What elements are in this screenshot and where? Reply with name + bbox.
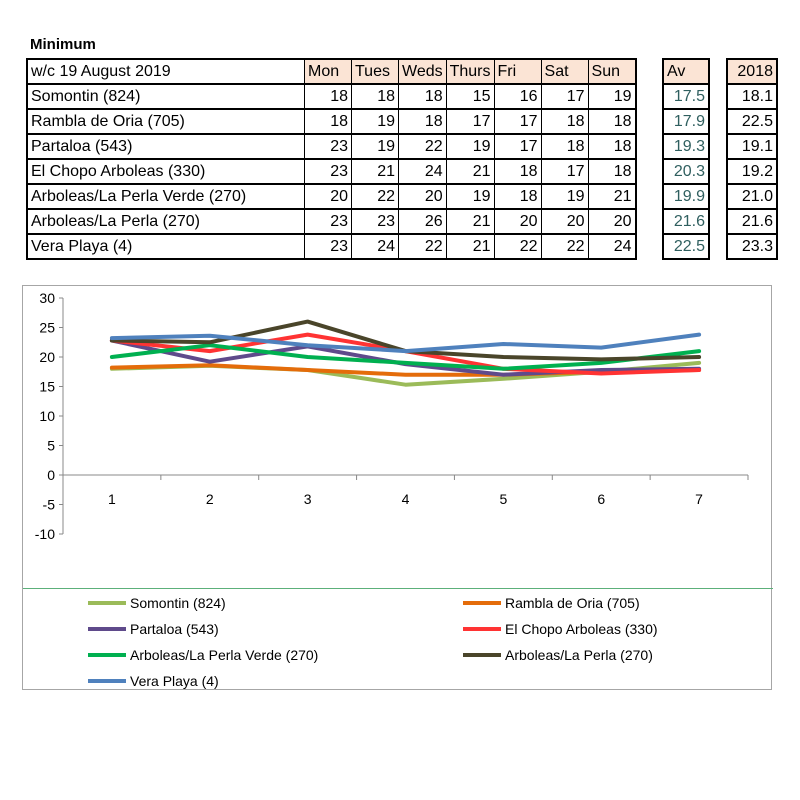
site-name: Arboleas/La Perla Verde (270) [27,184,305,209]
legend-swatch [463,653,501,657]
legend-item [463,621,658,637]
temp-cell: 19 [352,109,399,134]
av-row [663,234,709,259]
temp-cell: 19 [352,134,399,159]
page-title: Minimum [30,36,96,53]
y-tick-label: 10 [39,408,55,424]
day-header: Sat [541,59,588,84]
temp-cell: 20 [588,209,636,234]
legend-item [463,647,653,663]
temp-cell: 21 [352,159,399,184]
temp-cell: 22 [399,234,447,259]
temp-cell: 20 [399,184,447,209]
table-row [27,159,636,184]
legend-swatch [88,679,126,683]
week-label: w/c 19 August 2019 [27,59,305,84]
year-2018-value: 23.3 [741,237,773,255]
temp-cell: 22 [541,234,588,259]
av-value: 19.9 [663,184,709,209]
temp-cell: 22 [352,184,399,209]
y-tick-label: 5 [47,437,55,454]
legend-swatch [88,601,126,605]
temp-cell: 18 [588,159,636,184]
year-2018-value: 18.1 [727,84,777,109]
day-header: Mon [305,59,352,84]
av-value: 19.3 [663,134,709,159]
x-tick-label: 2 [205,491,214,507]
table-row [27,234,636,259]
y-tick-label: 0 [47,467,55,483]
day-header: Fri [494,59,541,84]
legend-label: Vera Playa (4) [130,673,219,689]
temp-cell: 18 [588,134,636,159]
av-row [663,159,709,184]
y-tick-label: 25 [39,319,55,336]
year-2018-row [727,159,777,184]
table-header-row [27,59,636,84]
temp-cell: 21 [446,159,494,184]
temp-cell: 18 [305,109,352,134]
year-2018-value: 21.0 [727,184,777,209]
site-name: Arboleas/La Perla (270) [27,209,305,234]
av-value: 17.5 [663,84,709,109]
temp-cell: 18 [399,109,447,134]
series-line [112,322,699,360]
av-value: 20.3 [663,159,709,184]
temp-cell: 23 [305,159,352,184]
temp-cell: 23 [305,209,352,234]
temp-cell: 23 [305,234,352,259]
temp-cell: 24 [588,234,636,259]
y-tick-label: 20 [39,349,55,365]
legend-label: Somontin (824) [130,595,226,611]
average-table [662,58,710,260]
site-name: Vera Playa (4) [31,237,133,255]
legend-label: Arboleas/La Perla Verde (270) [130,647,319,663]
year-2018-value: 21.6 [727,209,777,234]
year-2018-row [727,109,777,134]
legend-swatch [463,627,501,631]
site-name: Somontin (824) [27,84,305,109]
legend-item [88,621,219,637]
av-row [663,209,709,234]
temp-cell: 18 [588,109,636,134]
temp-cell: 21 [588,184,636,209]
legend-label: El Chopo Arboleas (330) [505,621,658,637]
legend-item [463,595,640,611]
table-row [27,209,636,234]
chart-legend [23,588,773,689]
y-tick-label: 15 [39,378,55,395]
legend-item [88,673,219,689]
year-2018-row [727,134,777,159]
legend-item [88,647,318,663]
temp-cell: 24 [352,234,399,259]
legend-label: Arboleas/La Perla (270) [505,647,653,663]
temp-cell: 18 [399,84,447,109]
temp-cell: 18 [494,159,541,184]
site-name: Partaloa (543) [27,134,305,159]
year-2018-row [727,234,777,259]
day-header: Tues [352,59,399,84]
y-tick-label: -5 [42,496,55,513]
y-tick-label: -10 [34,526,55,542]
year-2018-row [727,184,777,209]
av-row [663,134,709,159]
temp-cell: 23 [352,209,399,234]
av-value: 17.9 [663,109,709,134]
temp-cell: 16 [494,84,541,109]
temp-cell: 17 [446,109,494,134]
av-row [663,109,709,134]
legend-item [88,595,226,611]
av-value: 21.6 [663,209,709,234]
site-name: El Chopo Arboleas (330) [27,159,305,184]
legend-swatch [88,627,126,631]
temp-cell: 18 [541,109,588,134]
temp-cell: 18 [352,84,399,109]
x-tick-label: 4 [401,491,410,507]
temp-cell: 17 [541,84,588,109]
av-row [663,84,709,109]
year-2018-row [727,84,777,109]
legend-swatch [463,601,501,605]
temp-cell: 18 [541,134,588,159]
temp-cell: 21 [446,234,494,259]
year-2018-value: 19.2 [727,159,777,184]
table-row [27,109,636,134]
x-tick-label: 6 [597,491,606,507]
temp-cell: 22 [494,234,541,259]
av-value: 22.5 [673,237,705,255]
temp-cell: 20 [305,184,352,209]
temp-cell: 17 [494,134,541,159]
year-2018-value: 22.5 [727,109,777,134]
temp-cell: 19 [446,134,494,159]
year-2018-header-row [727,59,777,84]
temp-cell: 18 [494,184,541,209]
year-2018-value: 19.1 [727,134,777,159]
temp-cell: 15 [446,84,494,109]
minimum-temperature-table [26,58,637,260]
legend-swatch [88,653,126,657]
temp-cell: 19 [446,184,494,209]
av-header: Av [663,59,709,84]
year-2018-table [726,58,778,260]
year-2018-header: 2018 [727,59,777,84]
x-tick-label: 5 [499,491,508,507]
temp-cell: 19 [541,184,588,209]
day-header: Thurs [446,59,494,84]
line-chart [22,285,772,690]
legend-label: Partaloa (543) [130,621,219,637]
temp-cell: 21 [446,209,494,234]
table-row [27,84,636,109]
chart-plot-area [23,286,771,586]
legend-label: Rambla de Oria (705) [505,595,640,611]
table-row [27,184,636,209]
day-header: Weds [399,59,447,84]
temp-cell: 23 [305,134,352,159]
av-row [663,184,709,209]
temp-cell: 20 [494,209,541,234]
temp-cell: 17 [541,159,588,184]
y-tick-label: 30 [39,290,55,306]
temp-cell: 19 [588,84,636,109]
temp-cell: 18 [305,84,352,109]
x-tick-label: 1 [108,491,116,507]
temp-cell: 17 [494,109,541,134]
temp-cell: 24 [399,159,447,184]
table-row [27,134,636,159]
temp-cell: 26 [399,209,447,234]
day-header: Sun [588,59,636,84]
year-2018-row [727,209,777,234]
x-tick-label: 7 [695,491,703,507]
site-name: Rambla de Oria (705) [27,109,305,134]
temp-cell: 20 [541,209,588,234]
temp-cell: 22 [399,134,447,159]
av-header-row [663,59,709,84]
x-tick-label: 3 [303,491,312,507]
